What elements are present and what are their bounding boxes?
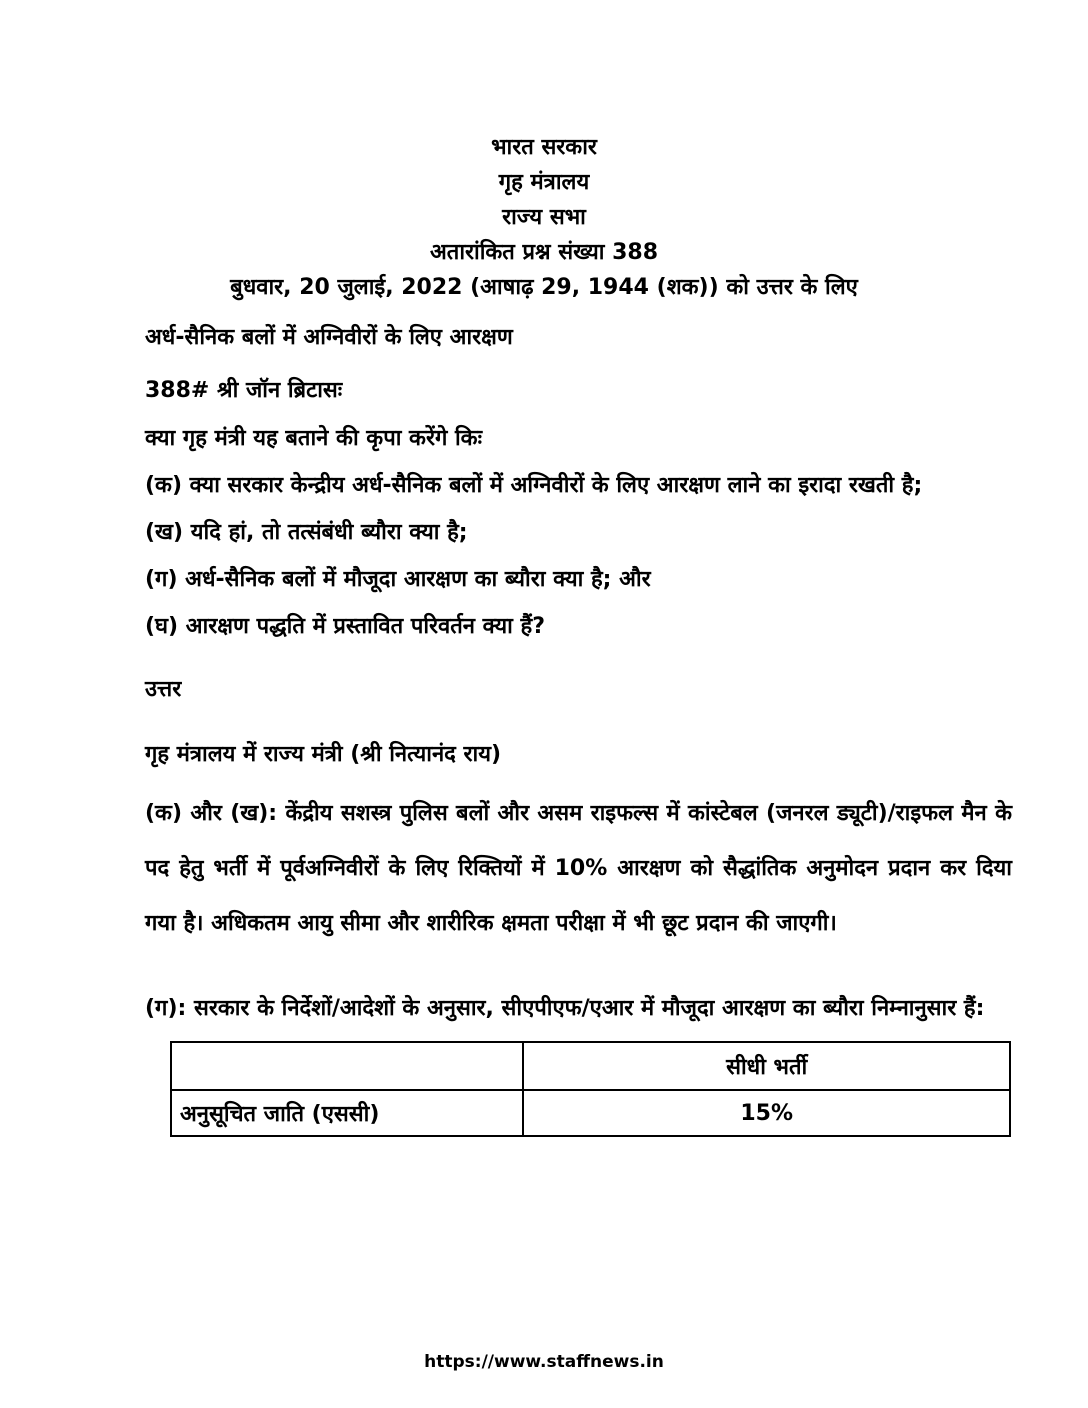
question-part-c: (ग) अर्ध-सैनिक बलों में मौजूदा आरक्षण का ब्यौरा क्या है; और (145, 567, 651, 592)
table-cell-value-sc: 15% (523, 1090, 1010, 1136)
table-header-row (171, 1042, 1010, 1090)
minister-line: गृह मंत्रालय में राज्य मंत्री (श्री नित्यानंद राय) (145, 742, 502, 767)
question-number-author: 388# श्री जॉन ब्रिटासः (145, 378, 343, 403)
header-answer-date: बुधवार, 20 जुलाई, 2022 (आषाढ़ 29, 1944 (शक)) को उत्तर के लिए (230, 275, 858, 300)
table-cell-category-sc: अनुसूचित जाति (एससी) (171, 1090, 523, 1136)
question-part-b: (ख) यदि हां, तो तत्संबंधी ब्यौरा क्या है; (145, 520, 468, 545)
answer-paragraph-ab: (क) और (ख): केंद्रीय सशस्त्र पुलिस बलों और असम राइफल्स में कांस्टेबल (जनरल ड्यूटी)/राइफल मैन के पद हेतु भर्ती में पूर्वअग्निवीरों के लिए रिक्तियों में 10% आरक्षण को सैद्धांतिक अनुमोदन प्रदान कर दिया गया है। अधिकतम आयु सीमा और शारीरिक क्षमता परीक्षा में भी छूट प्रदान की जाएगी। (145, 801, 1012, 936)
answer-paragraph-c: (ग): सरकार के निर्देशों/आदेशों के अनुसार, सीएपीएफ/एआर में मौजूदा आरक्षण का ब्यौरा निम्नानुसार हैं: (145, 996, 985, 1021)
table-header-cell-direct-recruitment: सीधी भर्ती (523, 1042, 1010, 1090)
header-house: राज्य सभा (502, 205, 586, 230)
document-body (145, 325, 1012, 1137)
document-header (0, 0, 1088, 305)
header-government: भारत सरकार (491, 135, 597, 160)
reservation-table (170, 1041, 1011, 1137)
question-intro: क्या गृह मंत्री यह बताने की कृपा करेंगे किः (145, 426, 483, 451)
answer-heading: उत्तर (145, 677, 182, 702)
question-subject: अर्ध-सैनिक बलों में अग्निवीरों के लिए आरक्षण (145, 325, 513, 350)
header-ministry: गृह मंत्रालय (498, 170, 590, 195)
question-part-a: (क) क्या सरकार केन्द्रीय अर्ध-सैनिक बलों में अग्निवीरों के लिए आरक्षण लाने का इरादा रखती है; (145, 473, 923, 498)
header-question-number: अतारांकित प्रश्न संख्या 388 (429, 240, 659, 265)
table-row-sc (171, 1090, 1010, 1136)
table-header-cell-category (171, 1042, 523, 1090)
footer-url: https://www.staffnews.in (424, 1352, 664, 1372)
question-part-d: (घ) आरक्षण पद्धति में प्रस्तावित परिवर्तन क्या हैं? (145, 614, 545, 639)
